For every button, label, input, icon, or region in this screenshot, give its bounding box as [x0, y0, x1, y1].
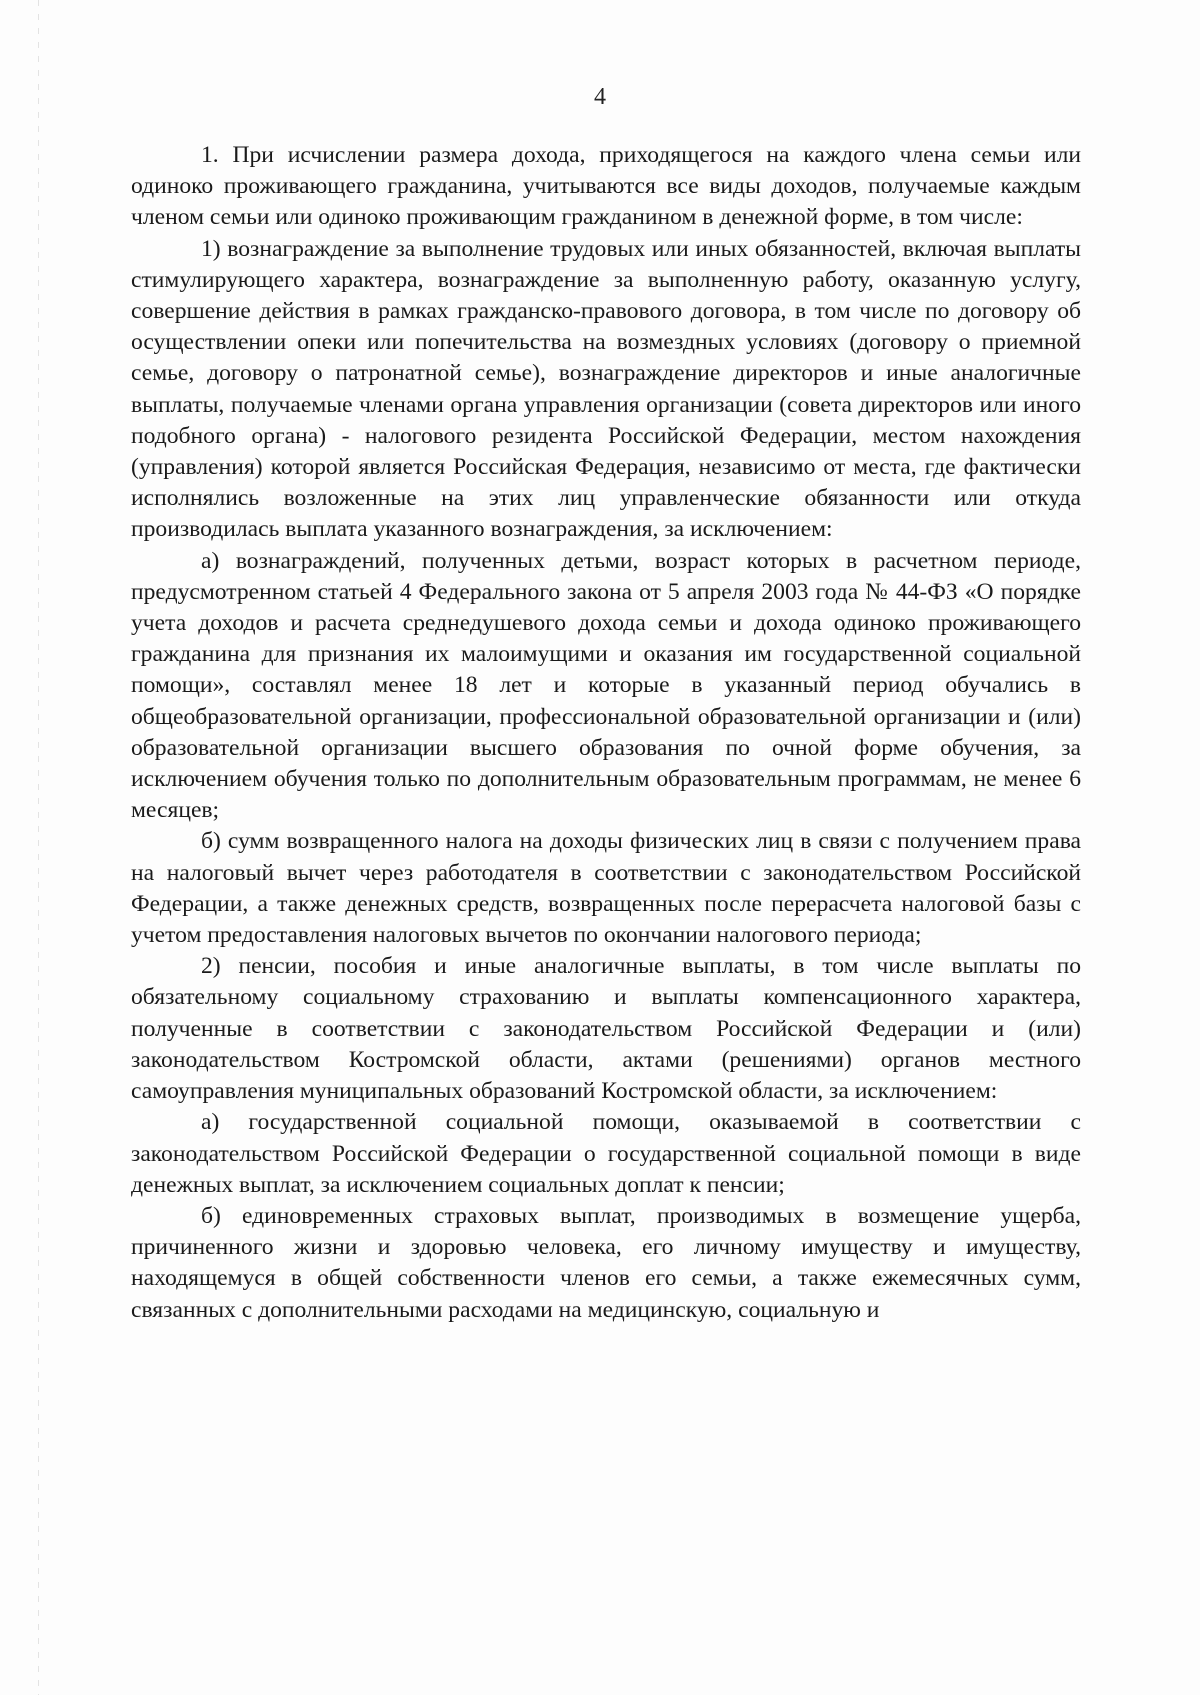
- paragraph-subitem-2b: б) единовременных страховых выплат, производимых в возмещение ущерба, причиненного жизни и здоровью человека, его личному имуществу и имуществу, находящемуся в общей собственности членов его семьи, а также ежемесячных сумм, связанных с дополнительными расходами на медицинскую, социальную и: [131, 1202, 1081, 1323]
- body-text: [131, 140, 1081, 1326]
- paragraph-subitem-1a: а) вознаграждений, полученных детьми, возраст которых в расчетном периоде, предусмотренном статьей 4 Федерального закона от 5 апреля 2003 года № 44-ФЗ «О порядке учета доходов и расчета среднедушевого дохода семьи и дохода одиноко проживающего гражданина для признания их малоимущими и оказания им государственной социальной помощи», составлял менее 18 лет и которые в указанный период обучались в общеобразовательной организации, профессиональной образовательной организации и (или) образовательной организации высшего образования по очной форме обучения, за исключением обучения только по дополнительным образовательным программам, не менее 6 месяцев;: [131, 547, 1081, 824]
- scan-edge-artifact: [38, 0, 39, 1695]
- paragraph-subitem-1b: б) сумм возвращенного налога на доходы физических лиц в связи с получением права на налоговый вычет через работодателя в соответствии с законодательством Российской Федерации, а также денежных средств, возвращенных после перерасчета налоговой базы с учетом предоставления налоговых вычетов по окончании налогового периода;: [131, 828, 1081, 949]
- paragraph-item-2: 2) пенсии, пособия и иные аналогичные выплаты, в том числе выплаты по обязательному социальному страхованию и выплаты компенсационного характера, полученные в соответствии с законодательством Российской Федерации и (или) законодательством Костромской области, актами (решениями) органов местного самоуправления муниципальных образований Костромской области, за исключением:: [131, 953, 1081, 1105]
- paragraph-1: 1. При исчислении размера дохода, приходящегося на каждого члена семьи или одиноко проживающего гражданина, учитываются все виды доходов, получаемые каждым членом семьи или одиноко проживающим гражданином в денежной форме, в том числе:: [131, 142, 1081, 231]
- paragraph-item-1: 1) вознаграждение за выполнение трудовых или иных обязанностей, включая выплаты стимулирующего характера, вознаграждение за выполненную работу, оказанную услугу, совершение действия в рамках гражданско-правового договора, в том числе по договору об осуществлении опеки или попечительства на возмездных условиях (договору о приемной семье, договору о патронатной семье), вознаграждение директоров и иные аналогичные выплаты, получаемые членами органа управления организации (совета директоров или иного подобного органа) - налогового резидента Российской Федерации, местом нахождения (управления) которой является Российская Федерация, независимо от места, где фактически исполнялись возложенные на этих лиц управленческие обязанности или откуда производилась выплата указанного вознаграждения, за исключением:: [131, 235, 1081, 543]
- page-number: 4: [594, 84, 606, 110]
- paragraph-subitem-2a: а) государственной социальной помощи, оказываемой в соответствии с законодательством Российской Федерации о государственной социальной помощи в виде денежных выплат, за исключением социальных доплат к пенсии;: [131, 1109, 1081, 1198]
